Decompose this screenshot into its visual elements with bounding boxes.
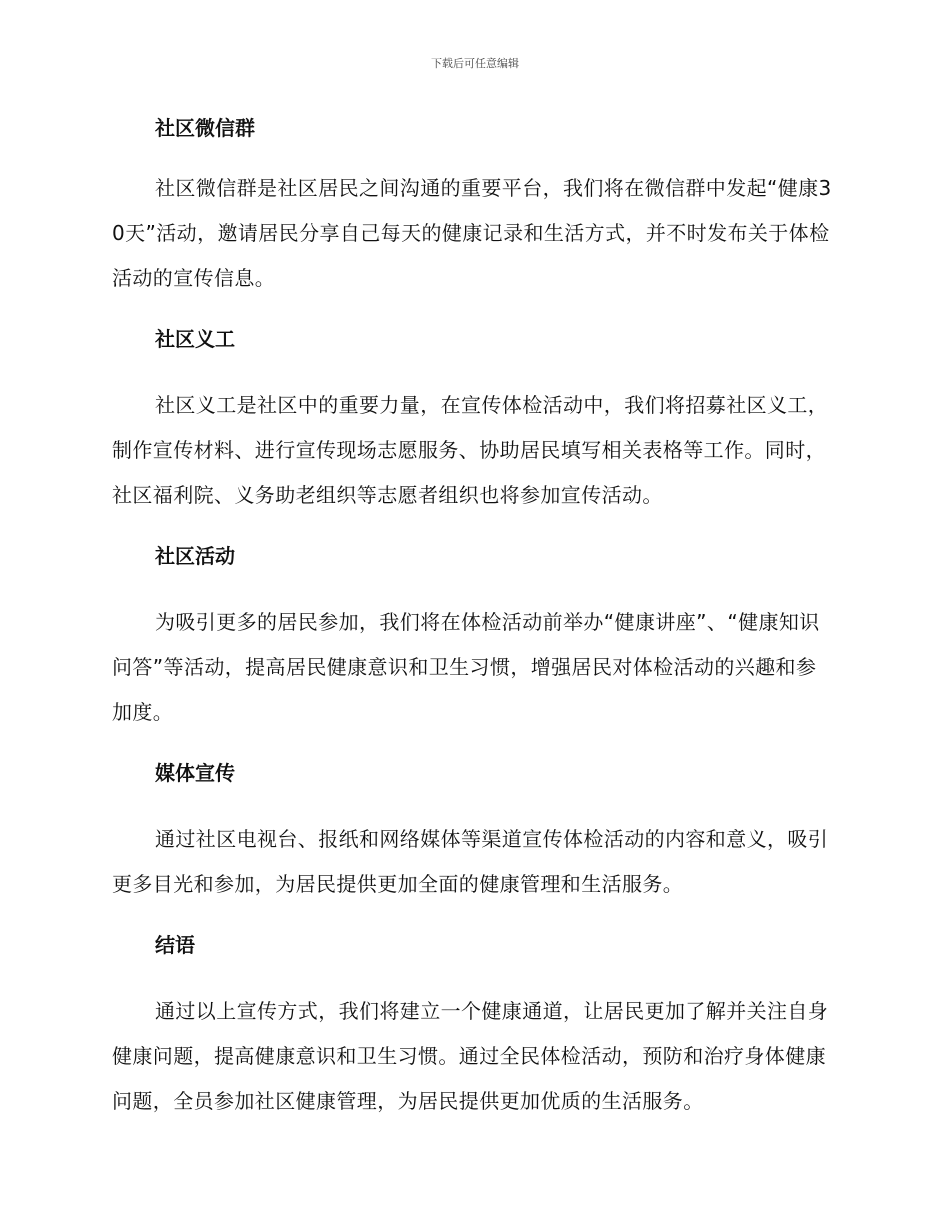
section-paragraph: 通过以上宣传方式，我们将建立一个健康通道，让居民更加了解并关注自身健康问题，提高健康意识和卫生习惯。通过全民体检活动，预防和治疗身体健康问题，全员参加社区健康管理，为居民提供更加优质的生活服务。 [112,999,829,1113]
section-heading: 社区义工 [155,327,235,351]
section-paragraph: 为吸引更多的居民参加，我们将在体检活动前举办“健康讲座”、“健康知识问答”等活动，提高居民健康意识和卫生习惯，增强居民对体检活动的兴趣和参加度。 [112,610,820,724]
section-heading: 社区活动 [155,544,235,568]
section-volunteers [112,319,832,518]
document-body [112,108,832,1142]
section-paragraph: 通过社区电视台、报纸和网络媒体等渠道宣传体检活动的内容和意义，吸引更多目光和参加，为居民提供更加全面的健康管理和生活服务。 [112,827,829,896]
section-heading: 结语 [155,933,195,957]
section-paragraph: 社区义工是社区中的重要力量，在宣传体检活动中，我们将招募社区义工，制作宣传材料、进行宣传现场志愿服务、协助居民填写相关表格等工作。同时，社区福利院、义务助老组织等志愿者组织也将参加宣传活动。 [112,393,829,507]
section-paragraph: 社区微信群是社区居民之间沟通的重要平台，我们将在微信群中发起“健康30天”活动，邀请居民分享自己每天的健康记录和生活方式，并不时发布关于体检活动的宣传信息。 [112,176,832,290]
section-media [112,753,832,907]
header-note: 下载后可任意编辑 [431,57,519,70]
section-conclusion [112,925,832,1124]
section-heading: 社区微信群 [155,116,255,140]
section-wechat-group [112,108,832,301]
section-heading: 媒体宣传 [155,761,235,785]
section-activities [112,536,832,735]
